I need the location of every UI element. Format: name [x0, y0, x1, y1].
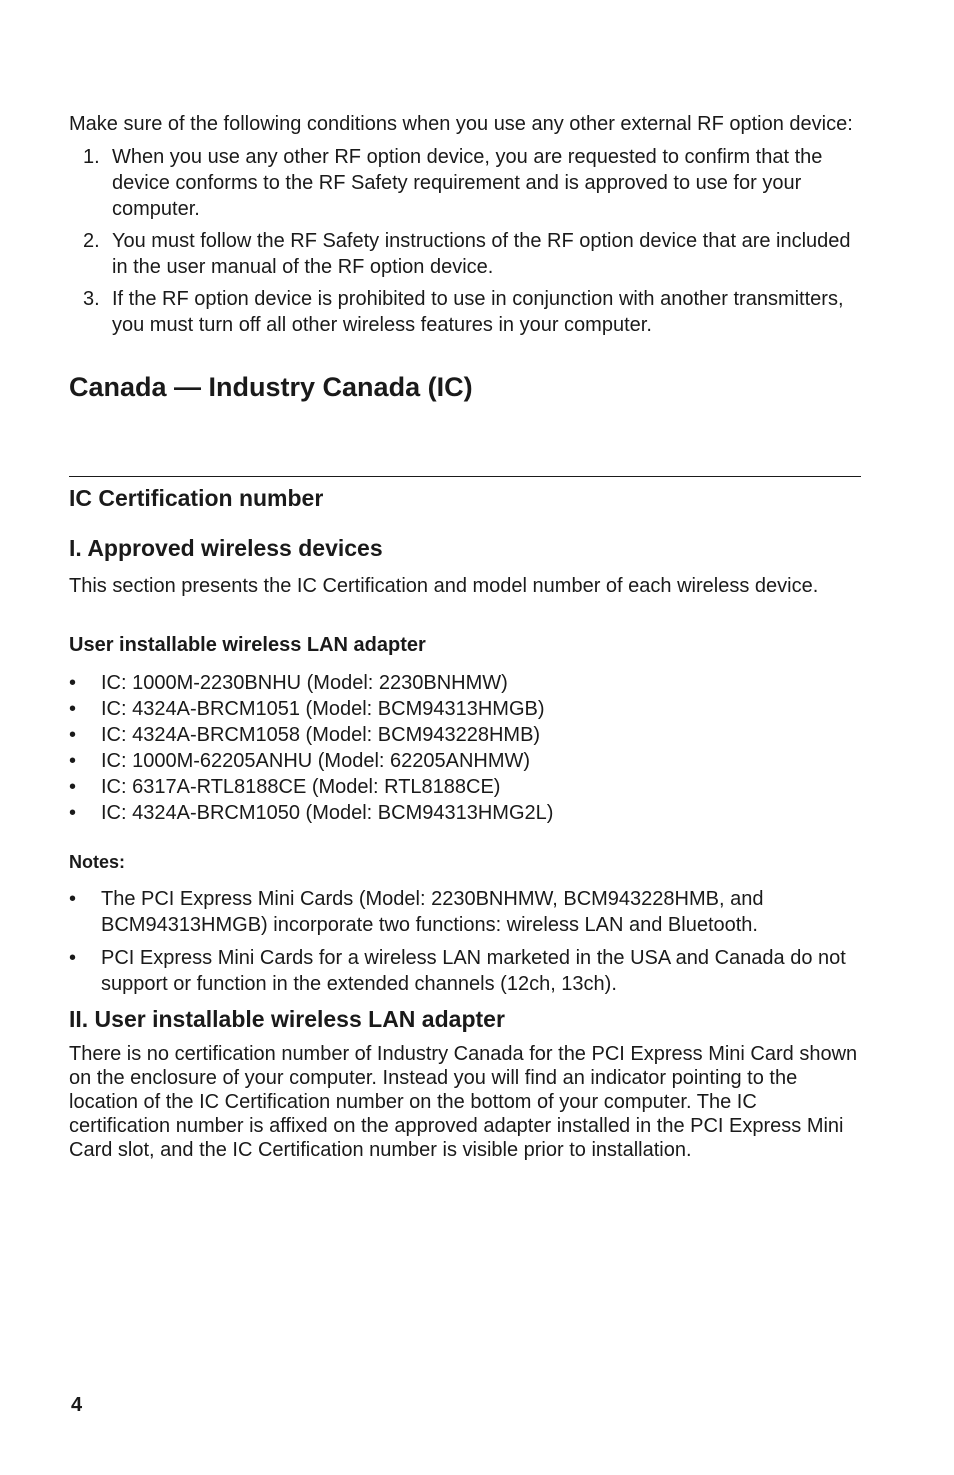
- device-entry: IC: 1000M-62205ANHU (Model: 62205ANHMW): [101, 750, 531, 772]
- device-entry: IC: 1000M-2230BNHU (Model: 2230BNHMW): [101, 672, 508, 694]
- condition-item: [69, 286, 861, 338]
- list-item: [69, 722, 861, 748]
- list-item: [69, 696, 861, 722]
- condition-text: If the RF option device is prohibited to use in conjunction with another transmitters, you must turn off all other wireless features in your computer.: [112, 288, 844, 336]
- condition-text: You must follow the RF Safety instructions of the RF option device that are included in the user manual of the RF option device.: [112, 230, 851, 278]
- condition-number: 1.: [83, 146, 100, 168]
- list-item: [69, 945, 861, 997]
- device-entry: IC: 4324A-BRCM1058 (Model: BCM943228HMB): [101, 724, 541, 746]
- ic-cert-heading: IC Certification number: [69, 485, 324, 511]
- bullet: •: [69, 947, 77, 969]
- bullet: •: [69, 750, 77, 772]
- section2-paragraph: There is no certification number of Industry Canada for the PCI Express Mini Card shown on the enclosure of your computer. Instead you will find an indicator pointing to the location of the IC Certification number on the bottom of your computer. The IC certification number is affixed on the approved adapter installed in the PCI Express Mini Card slot, and the IC Certification number is visible prior to installation.: [69, 1043, 858, 1161]
- section-title: Canada — Industry Canada (IC): [69, 372, 473, 402]
- list-item: [69, 886, 861, 938]
- list-item: [69, 800, 861, 826]
- bullet: •: [69, 802, 77, 824]
- document-page: [69, 112, 861, 1162]
- condition-number: 2.: [83, 230, 100, 252]
- notes-label: Notes:: [69, 852, 126, 872]
- page-number: 4: [71, 1394, 83, 1416]
- section-divider: [69, 476, 861, 477]
- bullet: •: [69, 888, 77, 910]
- note-text: The PCI Express Mini Cards (Model: 2230BNHMW, BCM943228HMB, and BCM94313HMGB) incorporate two functions: wireless LAN and Bluetooth.: [101, 888, 764, 936]
- device-entry: IC: 4324A-BRCM1050 (Model: BCM94313HMG2L): [101, 802, 554, 824]
- intro-paragraph: Make sure of the following conditions when you use any other external RF option device:: [69, 113, 853, 135]
- device-list: [69, 670, 861, 826]
- note-text: PCI Express Mini Cards for a wireless LAN marketed in the USA and Canada do not support or function in the extended channels (12ch, 13ch).: [101, 947, 846, 995]
- device-entry: IC: 4324A-BRCM1051 (Model: BCM94313HMGB): [101, 698, 545, 720]
- condition-item: [69, 144, 861, 222]
- adapter-heading: User installable wireless LAN adapter: [69, 634, 426, 656]
- bullet: •: [69, 776, 77, 798]
- device-entry: IC: 6317A-RTL8188CE (Model: RTL8188CE): [101, 776, 501, 798]
- condition-text: When you use any other RF option device, you are requested to confirm that the device conforms to the RF Safety requirement and is approved to use for your computer.: [112, 146, 823, 220]
- approved-description: This section presents the IC Certification and model number of each wireless device.: [69, 575, 819, 597]
- condition-item: [69, 228, 861, 280]
- list-item: [69, 670, 861, 696]
- condition-number: 3.: [83, 288, 100, 310]
- bullet: •: [69, 724, 77, 746]
- notes-list: [69, 886, 861, 997]
- approved-heading: I. Approved wireless devices: [69, 535, 383, 561]
- section2-heading: II. User installable wireless LAN adapter: [69, 1006, 505, 1032]
- bullet: •: [69, 672, 77, 694]
- conditions-list: [69, 144, 861, 338]
- list-item: [69, 748, 861, 774]
- list-item: [69, 774, 861, 800]
- bullet: •: [69, 698, 77, 720]
